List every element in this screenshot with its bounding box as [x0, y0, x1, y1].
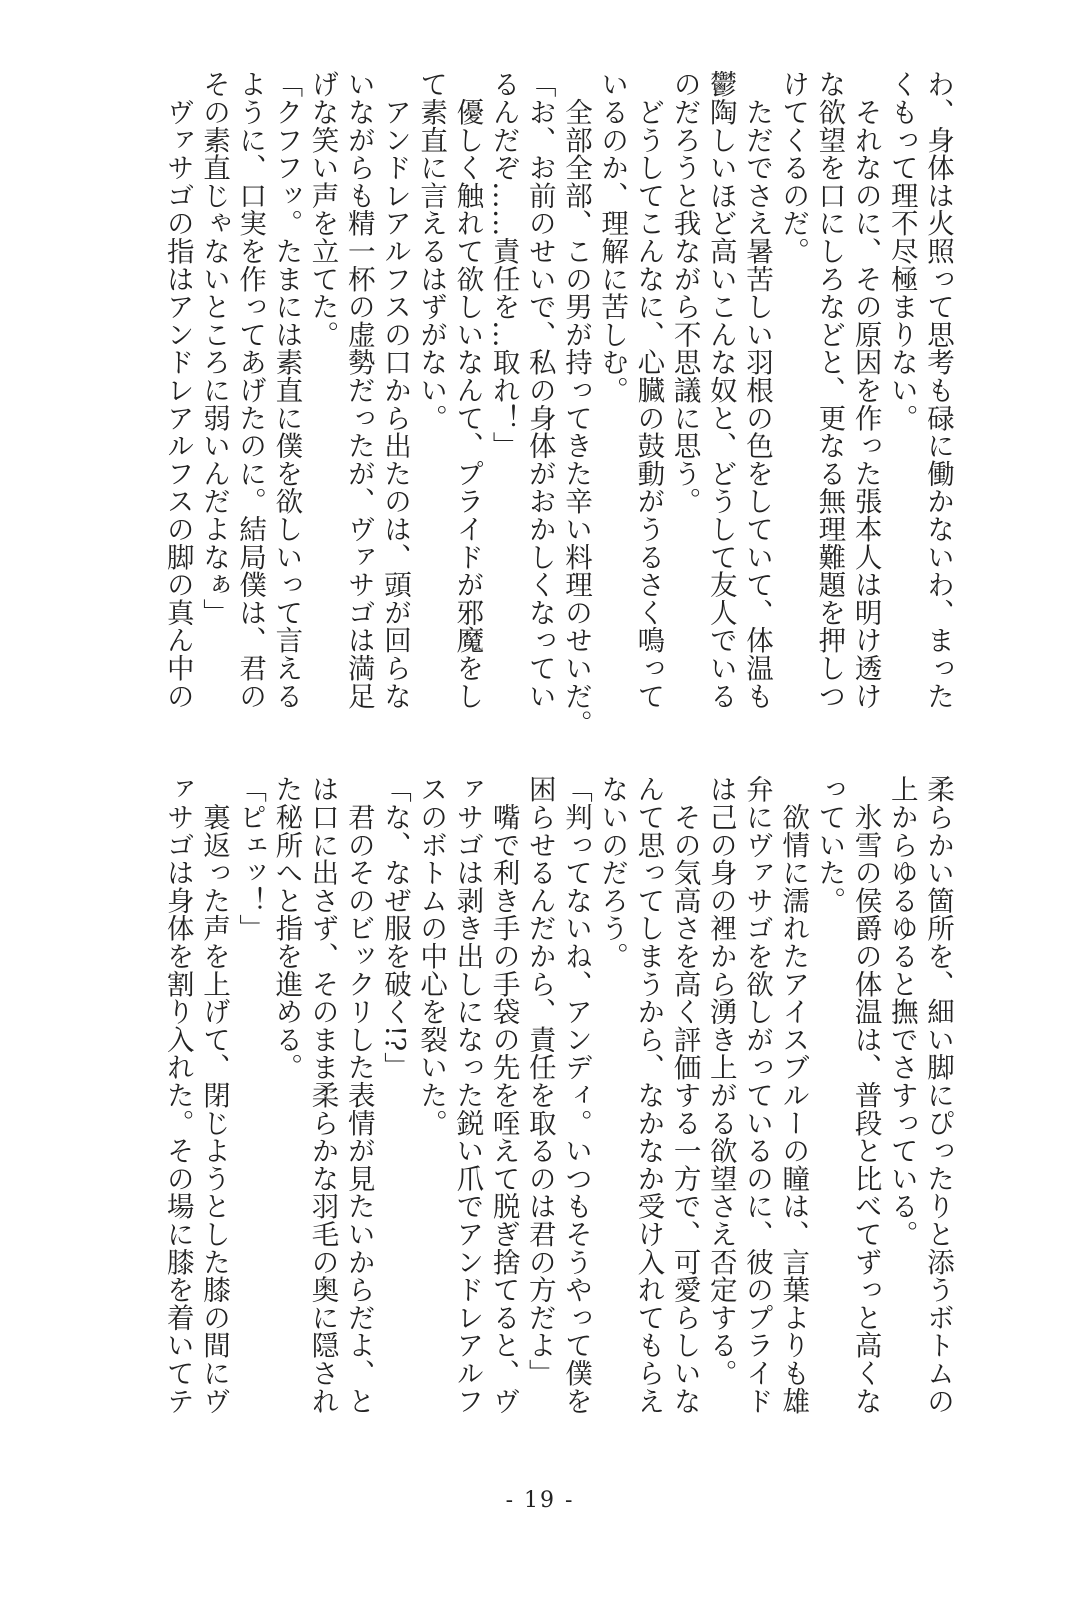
text-column: 困らせるんだから、責任を取るのは君の方だよ」	[523, 775, 556, 1387]
text-column: のだろうと我ながら不思議に思う。	[668, 70, 701, 515]
text-column: ヴァサゴの指はアンドレアルフスの脚の真ん中の	[161, 70, 194, 710]
text-column: 嘴で利き手の手袋の先を咥えて脱ぎ捨てると、ヴ	[487, 775, 520, 1415]
text-column: ないのだろう。	[596, 775, 629, 970]
text-column: っていた。	[813, 775, 846, 914]
text-column: ァサゴは剥き出しになった鋭い爪でアンドレアルフ	[451, 775, 484, 1415]
text-column: それなのに、その原因を作った張本人は明け透け	[849, 70, 882, 710]
text-column: スのボトムの中心を裂いた。	[415, 775, 448, 1137]
text-column: 鬱陶しいほど高いこんな奴と、どうして友人でいる	[704, 70, 737, 710]
text-column: その素直じゃないところに弱いんだよなぁ」	[197, 70, 230, 626]
text-column: 上からゆるゆると撫でさすっている。	[885, 775, 918, 1248]
text-column: 欲情に濡れたアイスブルーの瞳は、言葉よりも雄	[777, 775, 810, 1415]
text-column: ただでさえ暑苦しい羽根の色をしていて、体温も	[740, 70, 773, 710]
text-column: は口に出さず、そのまま柔らかな羽毛の奥に隠され	[306, 775, 339, 1415]
text-column: けてくるのだ。	[777, 70, 810, 265]
page-number: - 19 -	[505, 1488, 575, 1513]
text-column: は己の身の裡から湧き上がる欲望さえ否定する。	[704, 775, 737, 1387]
text-column: 「クフフッ。たまには素直に僕を欲しいって言える	[270, 70, 303, 710]
text-column: 裏返った声を上げて、閉じようとした膝の間にヴ	[197, 775, 230, 1415]
text-column: げな笑い声を立てた。	[306, 70, 339, 348]
text-column: ァサゴは身体を割り入れた。その場に膝を着いてテ	[161, 775, 194, 1415]
text-column: どうしてこんなに、心臓の鼓動がうるさく鳴って	[632, 70, 665, 710]
text-column: 全部全部、この男が持ってきた辛い料理のせいだ。	[559, 70, 592, 738]
text-column: た秘所へと指を進める。	[270, 775, 303, 1081]
text-column: くもって理不尽極まりない。	[885, 70, 918, 432]
text-column: な欲望を口にしろなどと、更なる無理難題を押しつ	[813, 70, 846, 710]
text-column: 氷雪の侯爵の体温は、普段と比べてずっと高くな	[849, 775, 882, 1415]
text-column: んて思ってしまうから、なかなか受け入れてもらえ	[632, 775, 665, 1415]
text-column: 優しく触れて欲しいなんて、プライドが邪魔をし	[451, 70, 484, 710]
text-column: 「ピェッ！」	[234, 775, 267, 942]
text-column: 弁にヴァサゴを欲しがっているのに、彼のプライド	[740, 775, 773, 1415]
text-column: いるのか、理解に苦しむ。	[596, 70, 629, 404]
text-column: 「な、なぜ服を破く!?」	[378, 775, 411, 1080]
text-column: その気高さを高く評価する一方で、可愛らしいな	[668, 775, 701, 1415]
text-column: 「お、お前のせいで、私の身体がおかしくなってい	[523, 70, 556, 710]
text-column: わ、身体は火照って思考も碌に働かないわ、まった	[922, 70, 954, 710]
text-block-lower	[160, 775, 956, 1455]
text-block-upper	[160, 70, 956, 750]
text-column: 「判ってないね、アンディ。いつもそうやって僕を	[559, 775, 592, 1415]
text-column: 君のそのビックリした表情が見たいからだよ、と	[342, 775, 375, 1415]
text-column: アンドレアルフスの口から出たのは、頭が回らな	[378, 70, 411, 710]
text-column: て素直に言えるはずがない。	[415, 70, 448, 432]
text-column: 柔らかい箇所を、細い脚にぴったりと添うボトムの	[922, 775, 954, 1415]
text-column: るんだぞ……責任を…取れ！」	[487, 70, 520, 460]
text-column: いながらも精一杯の虚勢だったが、ヴァサゴは満足	[342, 70, 375, 710]
text-column: ように、口実を作ってあげたのに。結局僕は、君の	[234, 70, 267, 710]
